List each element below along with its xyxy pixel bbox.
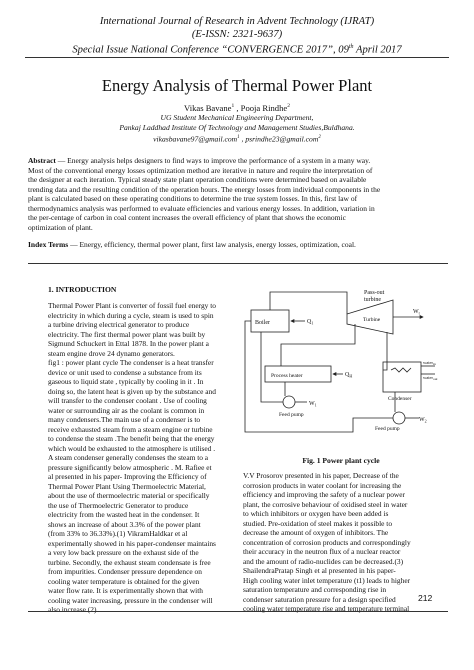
journal-title: International Journal of Research in Advent Technology (IJRAT) <box>99 16 375 27</box>
affiliation-department: UG Student Mechanical Engineering Department, <box>160 113 314 122</box>
abstract-rule <box>28 263 448 264</box>
water-out-sub: out <box>433 377 438 381</box>
water-out-label <box>423 375 438 381</box>
intro-left-line-14: receive exhausted steam from a steam engine or turbine <box>48 424 213 434</box>
exhaust-line <box>383 332 387 370</box>
abstract-line-1-text: — Energy analysis helps designers to find ways to improve the performance of a system in a many way. <box>55 156 371 165</box>
intro-right-column <box>243 471 439 614</box>
header-rule <box>25 57 449 58</box>
qh-text: Q <box>345 372 350 378</box>
intro-right-line-9: their accuracy in the neutron flux of a nuclear reactor <box>243 547 401 556</box>
q1-text: Q <box>307 319 312 325</box>
intro-left-line-22: the use of Thermoelectric Generator to produce <box>48 500 189 510</box>
index-terms-label: Index Terms <box>28 240 69 249</box>
return-line-2 <box>245 321 393 432</box>
authors <box>0 101 474 114</box>
email-2: , psrindhe23@gmail.com <box>239 134 319 144</box>
w1-sub: 1 <box>314 402 317 408</box>
intro-left-line-25: (from 33% to 36.33%).(1) VikramHaldkar et al <box>48 529 188 538</box>
intro-left-line-6: steam engine drove 24 dynamo generators. <box>48 348 175 358</box>
power-plant-cycle-figure <box>243 284 439 454</box>
author-2-sup: 2 <box>287 103 290 109</box>
feed-pump-2-label: Feed pump <box>375 426 400 432</box>
intro-right-line-3: efficiency and improving the safety of a nuclear power <box>243 490 405 499</box>
q1-label <box>307 319 313 326</box>
feed-pump-2 <box>393 412 405 424</box>
email-2-sup: 2 <box>318 135 321 140</box>
intro-right-line-12: High cooling water inlet temperature (t1) leads to higher <box>243 575 411 585</box>
turbine-label: Turbine <box>363 317 381 323</box>
intro-right-line-7: decrease the amount of oxygen of inhibitors. The <box>243 528 389 537</box>
figure-caption: Fig. 1 Power plant cycle <box>302 456 380 465</box>
intro-left-line-26: experimentally showed in his paper-condenser maintains <box>48 538 216 548</box>
intro-left-line-5: Sigmund Schuckert in Ettal 1878. In the power plant a <box>48 339 209 348</box>
condenser-box <box>383 362 421 392</box>
intro-right-line-5: to which inhibitors or oxygen have been added is <box>243 509 389 518</box>
pass-out-label-1: Pass-out <box>364 290 385 296</box>
condenser-coil <box>391 368 411 372</box>
abstract <box>28 156 448 232</box>
intro-left-line-29: from impurities. Condenser pressure dependence on <box>48 567 202 576</box>
process-heater-label: Process heater <box>271 373 303 379</box>
special-issue-prefix: Special Issue National Conference “CONVERGENCE 2017”, 09 <box>72 44 349 56</box>
page-number: 212 <box>418 593 433 603</box>
intro-right-line-2: corrosion products in water coolant for increasing the <box>243 480 402 490</box>
wt-text: W <box>413 309 419 315</box>
qh-sub: H <box>349 373 353 379</box>
footer-rule <box>28 611 448 612</box>
intro-left-line-3: a turbine driving electrical generator to produce <box>48 320 190 329</box>
intro-right-line-15: cooling water temperature rise and temperature terminal <box>243 604 410 613</box>
water-out-text: water <box>423 375 433 380</box>
journal-issn: (E-ISSN: 2321-9637) <box>191 29 283 40</box>
abstract-line-1 <box>28 156 448 166</box>
intro-right-line-13: saturation temperature and corresponding rise in <box>243 585 387 594</box>
intro-left-line-30: cooling water temperature is obtained for the given <box>48 576 200 586</box>
abstract-line-6: thermodynamics analysis was performed to evaluate efficiencies and various energy losses. In addition, variation in <box>28 203 375 213</box>
intro-left-line-11: will transfer to the condenser coolant . Use of cooling <box>48 396 207 405</box>
author-1-sup: 1 <box>231 103 235 109</box>
intro-left-line-18: pressure significantly below atmospheric . M. Rafiee et <box>48 462 212 472</box>
intro-left-line-27: a very low back pressure on the exhaust side of the <box>48 548 199 557</box>
feed-pump-1-label: Feed pump <box>279 412 304 418</box>
special-issue <box>0 41 474 57</box>
special-issue-sup: th <box>348 44 354 50</box>
author-sep: , <box>234 102 241 113</box>
intro-left-line-32: cooling water increasing, pressure in the condenser will <box>48 595 213 605</box>
intro-left-line-20: Thermal Power Plant Using Thermoelectric Material, <box>48 481 206 491</box>
q1-sub: 1 <box>311 320 314 326</box>
intro-left-line-24: shows an increase of about 3.3% of the power plant <box>48 519 201 529</box>
special-issue-suffix: April 2017 <box>353 44 402 56</box>
intro-right-line-1: V.V Prosorov presented in his paper, Decrease of the <box>243 471 399 480</box>
w1-label <box>309 401 317 408</box>
abstract-line-5: plant is calculated based on these operating conditions to determine the true system losses. In this, first law of <box>28 194 358 204</box>
water-in-sub: in <box>433 362 436 366</box>
water-in-text: water <box>423 360 433 365</box>
intro-left-line-12: water or surrounding air as the coolant is common in <box>48 405 205 415</box>
intro-left-line-4: electricity. The first thermal power plant was built by <box>48 329 206 339</box>
feed-pump-1 <box>283 396 295 408</box>
abstract-line-8: optimization of plant. <box>28 222 93 232</box>
email-1-sup: 1 <box>237 135 240 140</box>
intro-right-line-4: plant, the corrosive behaviour of oxidised steel in water <box>243 499 408 509</box>
abstract-line-2: Most of the conventional energy losses optimization method are iterative in nature and require the interpretation of <box>28 165 373 175</box>
intro-left-line-8: device or unit used to condense a substance from its <box>48 367 202 377</box>
intro-right-line-11: ShailendraPratap Singh et al presented in his paper- <box>243 566 396 575</box>
w1-text: W <box>309 401 315 407</box>
water-in-label <box>423 360 436 366</box>
abstract-line-7: the per-centage of carbon in coal content increases the overall efficiency of plant that shows the economic <box>28 213 346 223</box>
intro-right-line-14: condenser saturation pressure for a design specified <box>243 594 396 604</box>
wt-label <box>413 309 421 316</box>
intro-left-line-13: many condensers.The main use of a condenser is to <box>48 415 201 424</box>
emails <box>0 133 474 145</box>
boiler-label: Boiler <box>255 320 270 326</box>
intro-left-line-2: electricity in which during a cycle, steam is used to spin <box>48 310 214 320</box>
index-terms-text: — Energy, efficiency, thermal power plant, first law analysis, energy losses, optimization, coal. <box>68 240 356 249</box>
intro-left-line-33: also increase.(2) <box>48 605 97 614</box>
w2-text: W <box>419 417 425 423</box>
w2-label <box>419 417 427 424</box>
index-terms <box>28 240 448 250</box>
author-1: Vikas Bavane <box>184 102 232 113</box>
condenser-label: Condenser <box>388 396 412 402</box>
affiliation-institute: Pankaj Laddhad Institute Of Technology and Management Studies,Buldhana. <box>119 123 355 132</box>
intro-right-line-10: and the amount of radio-nuclides can be decreased.(3) <box>243 556 404 566</box>
email-1: vikasbavane97@gmail.com <box>153 134 238 144</box>
abstract-line-4: trending data and the resulting condition of the operation hours. The energy losses from individual components in the <box>28 184 381 194</box>
abstract-label: Abstract <box>28 156 56 165</box>
intro-left-line-10: doing so, the latent heat is given up by the substance and <box>48 386 216 396</box>
intro-left-line-15: to condense the steam .The benefit being that the energy <box>48 434 215 443</box>
intro-left-line-19: al presented in his paper- Improving the Efficiency of <box>48 472 207 481</box>
author-2: Pooja Rindhe <box>240 102 288 113</box>
pass-out-label-2: turbine <box>364 297 381 303</box>
intro-left-line-31: water flow rate. It is experimentally shown that with <box>48 586 203 595</box>
abstract-line-3: the designer at each iteration. Typical steady state plant operation conditions were determined based on available <box>28 175 367 185</box>
intro-right-line-6: studied. Pre-oxidation of steel makes it possible to <box>243 518 393 528</box>
wt-sub: t <box>418 310 420 316</box>
return-line-1 <box>261 332 283 402</box>
intro-left-line-23: electricity from the wasted heat in the condenser. It <box>48 510 200 519</box>
intro-left-line-16: which would be exhausted to the atmosphere is utilised . <box>48 443 216 453</box>
paper-title: Energy Analysis of Thermal Power Plant <box>101 76 373 95</box>
intro-left-line-21: about the use of thermoelectric material or specifically <box>48 491 210 500</box>
intro-left-column <box>48 301 234 615</box>
intro-right-line-8: concentration of corrosion products and correspondingly <box>243 537 411 547</box>
qh-label <box>345 372 352 379</box>
intro-left-line-9: gaseous to liquid state , typically by cooling in it . In <box>48 377 204 386</box>
intro-left-line-1: Thermal Power Plant is converter of fossil fuel energy to <box>48 301 216 310</box>
intro-left-line-17: A steam condenser generally condenses the steam to a <box>48 453 209 462</box>
intro-left-line-7: fig1 : power plant cycle The condenser is a heat transfer <box>48 358 214 367</box>
pass-out-line <box>281 324 355 366</box>
intro-left-line-28: turbine. Secondly, the exhaust steam condensate is free <box>48 557 211 567</box>
section-heading-introduction: 1. INTRODUCTION <box>48 285 117 294</box>
steam-line <box>270 292 347 314</box>
w2-sub: 2 <box>424 418 427 424</box>
